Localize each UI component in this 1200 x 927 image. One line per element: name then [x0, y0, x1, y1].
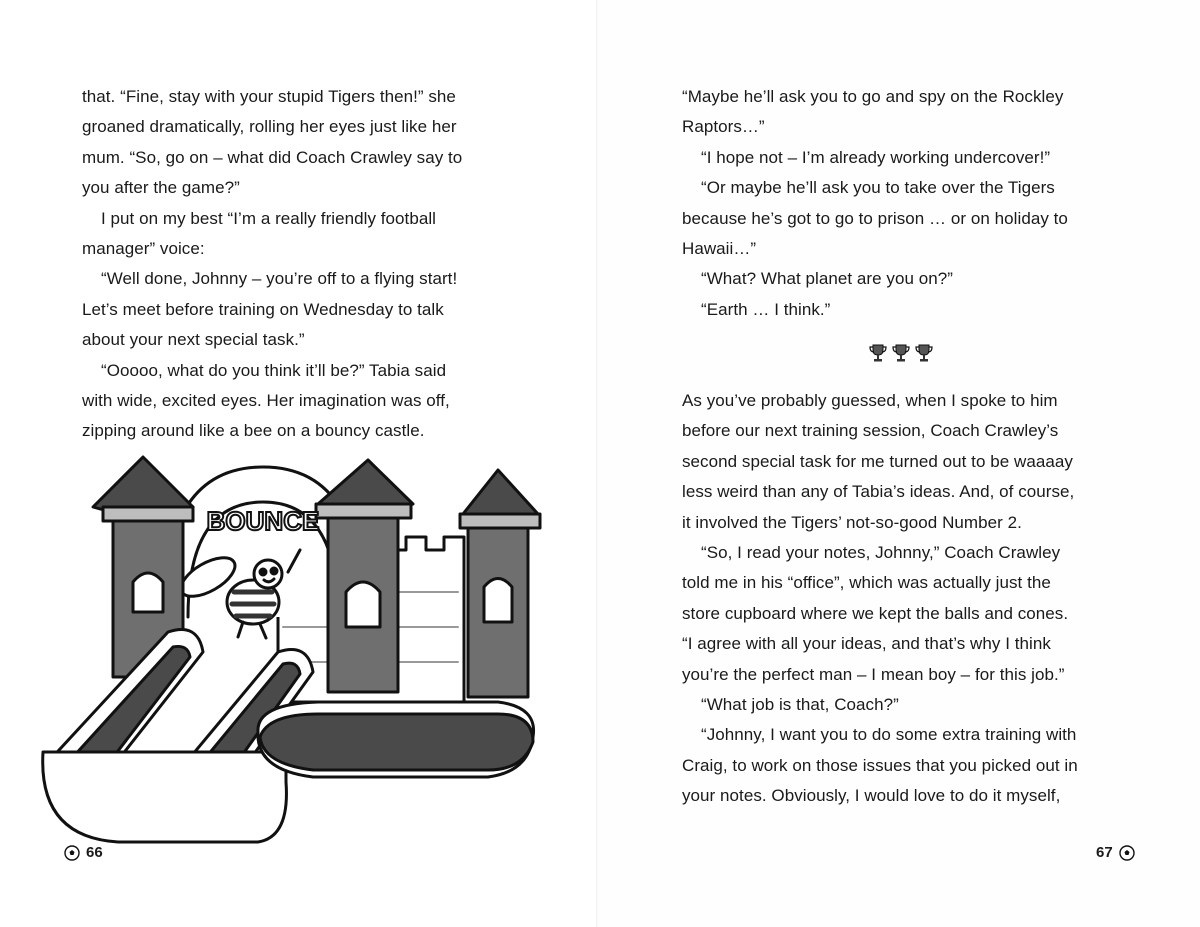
- text-line: “Ooooo, what do you think it’ll be?” Tabia said: [101, 360, 447, 380]
- text-line: about your next special task.”: [82, 330, 305, 350]
- text-line: “What job is that, Coach?”: [701, 694, 899, 714]
- text-line: zipping around like a bee on a bouncy castle.: [82, 421, 425, 441]
- trophy-icon: [868, 343, 888, 363]
- text-line: “Well done, Johnny – you’re off to a flying start!: [101, 269, 458, 289]
- text-line: As you’ve probably guessed, when I spoke to him: [682, 391, 1058, 410]
- text-line: store cupboard where we kept the balls and cones.: [682, 603, 1069, 623]
- page-number: 67: [1096, 844, 1113, 861]
- text-line: mum. “So, go on – what did Coach Crawley say to: [82, 147, 463, 167]
- text-line: “Or maybe he’ll ask you to take over the Tigers: [701, 178, 1055, 198]
- text-line: manager” voice:: [82, 238, 205, 258]
- text-line: your notes. Obviously, I would love to do it myself,: [682, 786, 1061, 806]
- text-line: “I hope not – I’m already working undercover!”: [701, 147, 1051, 167]
- text-line: because he’s got to go to prison … or on holiday to: [682, 208, 1068, 228]
- football-icon: [1119, 845, 1135, 861]
- text-line: “Earth … I think.”: [701, 299, 831, 319]
- bouncy-castle-illustration: [28, 452, 568, 852]
- page-number: 66: [86, 844, 103, 861]
- text-line: “What? What planet are you on?”: [701, 269, 953, 289]
- right-page-number: [1096, 844, 1135, 861]
- text-line: that. “Fine, stay with your stupid Tigers then!” she: [82, 87, 456, 106]
- text-line: “I agree with all your ideas, and that’s why I think: [682, 634, 1051, 654]
- text-line: Craig, to work on those issues that you picked out in: [682, 755, 1078, 775]
- text-line: with wide, excited eyes. Her imagination was off,: [82, 390, 450, 410]
- text-line: less weird than any of Tabia’s ideas. And, of course,: [682, 482, 1075, 502]
- text-line: before our next training session, Coach Crawley’s: [682, 421, 1059, 441]
- text-line: second special task for me turned out to be waaaay: [682, 451, 1073, 471]
- left-page-number: [64, 844, 103, 861]
- right-page-text-after-break: [682, 386, 1142, 811]
- section-break: [868, 343, 934, 363]
- trophy-icon: [891, 343, 911, 363]
- text-line: you’re the perfect man – I mean boy – for this job.”: [682, 664, 1065, 684]
- text-line: “Johnny, I want you to do some extra training with: [701, 725, 1077, 745]
- book-gutter: [596, 0, 598, 927]
- text-line: it involved the Tigers’ not-so-good Number 2.: [682, 512, 1022, 532]
- left-page-text: [82, 82, 522, 447]
- bounce-sign-text: BOUNCE: [206, 506, 320, 536]
- text-line: “Maybe he’ll ask you to go and spy on the Rockley: [682, 87, 1064, 106]
- text-line: you after the game?”: [82, 178, 240, 198]
- trophy-icon: [914, 343, 934, 363]
- text-line: groaned dramatically, rolling her eyes just like her: [82, 117, 457, 137]
- text-line: “So, I read your notes, Johnny,” Coach Crawley: [701, 542, 1061, 562]
- text-line: told me in his “office”, which was actually just the: [682, 573, 1051, 593]
- football-icon: [64, 845, 80, 861]
- right-page-text-before-break: [682, 82, 1142, 325]
- text-line: Raptors…”: [682, 117, 765, 137]
- text-line: Let’s meet before training on Wednesday to talk: [82, 299, 444, 319]
- text-line: I put on my best “I’m a really friendly football: [101, 208, 436, 228]
- text-line: Hawaii…”: [682, 238, 757, 258]
